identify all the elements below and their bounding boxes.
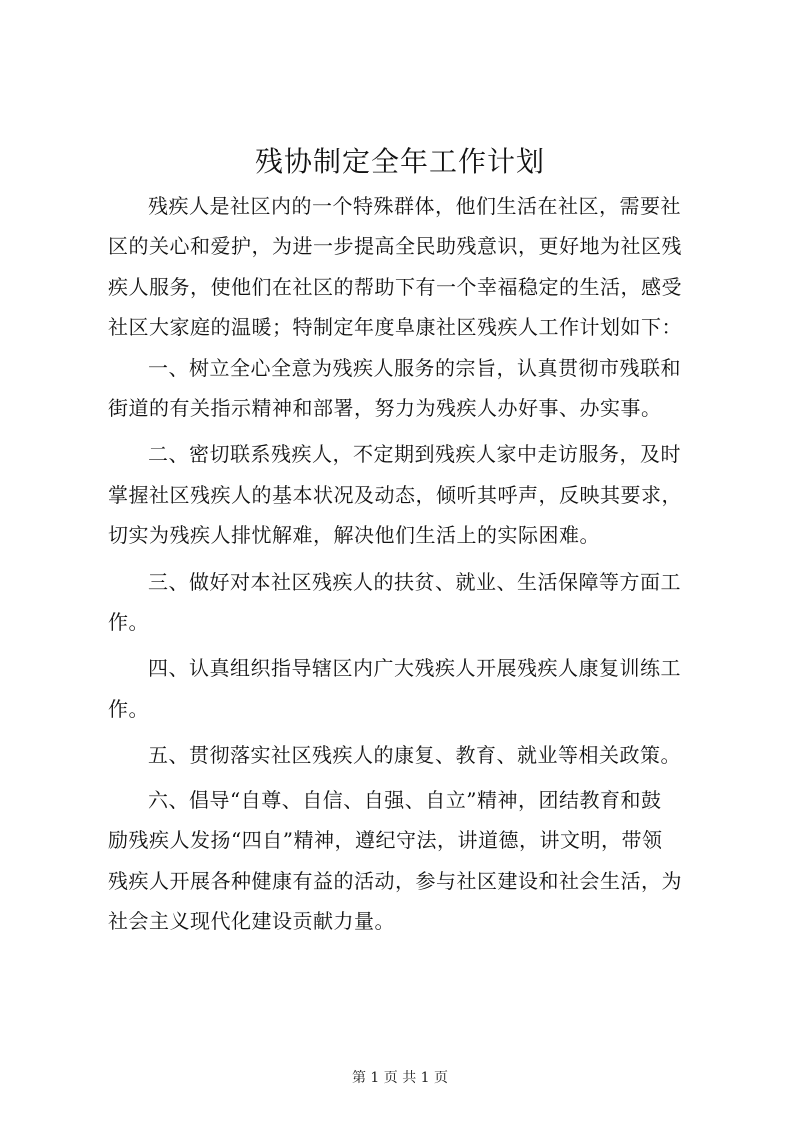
text-line: 作。 [108, 610, 149, 635]
text-line: 社会主义现代化建设贡献力量。 [108, 908, 395, 933]
paragraph-item-3 [108, 562, 708, 643]
text-line: 残疾人开展各种健康有益的活动，参与社区建设和社会生活，为 [108, 868, 682, 893]
paragraph-item-2 [108, 434, 708, 555]
text-line: 五、贯彻落实社区残疾人的康复、教育、就业等相关政策。 [148, 743, 681, 768]
text-line: 励残疾人发扬“四自”精神，遵纪守法，讲道德，讲文明，带领 [108, 828, 663, 853]
text-line: 切实为残疾人排忧解难，解决他们生活上的实际困难。 [108, 523, 600, 548]
page-footer: 第 1 页 共 1 页 [351, 1070, 449, 1086]
paragraph-intro [108, 186, 708, 348]
text-line: 作。 [108, 696, 149, 721]
text-line: 一、树立全心全意为残疾人服务的宗旨，认真贯彻市残联和 [148, 355, 681, 380]
document-title: 残协制定全年工作计划 [254, 145, 545, 178]
text-line: 社区大家庭的温暖；特制定年度阜康社区残疾人工作计划如下： [108, 315, 682, 340]
paragraph-item-6 [108, 780, 708, 942]
paragraph-item-1 [108, 348, 708, 429]
text-line: 四、认真组织指导辖区内广大残疾人开展残疾人康复训练工 [148, 656, 681, 681]
document-body [108, 186, 708, 941]
text-line: 街道的有关指示精神和部署，努力为残疾人办好事、办实事。 [108, 396, 662, 421]
text-line: 区的关心和爱护，为进一步提高全民助残意识，更好地为社区残 [108, 234, 682, 259]
text-line: 六、倡导“自尊、自信、自强、自立”精神，团结教育和鼓 [148, 787, 662, 812]
paragraph-item-4 [108, 648, 708, 729]
text-line: 掌握社区残疾人的基本状况及动态，倾听其呼声，反映其要求， [108, 482, 682, 507]
text-line: 三、做好对本社区残疾人的扶贫、就业、生活保障等方面工 [148, 569, 681, 594]
text-line: 疾人服务，使他们在社区的帮助下有一个幸福稳定的生活，感受 [108, 274, 682, 299]
text-line: 二、密切联系残疾人，不定期到残疾人家中走访服务，及时 [148, 442, 681, 467]
paragraph-item-5 [108, 735, 708, 775]
text-line: 残疾人是社区内的一个特殊群体，他们生活在社区，需要社 [148, 194, 681, 218]
